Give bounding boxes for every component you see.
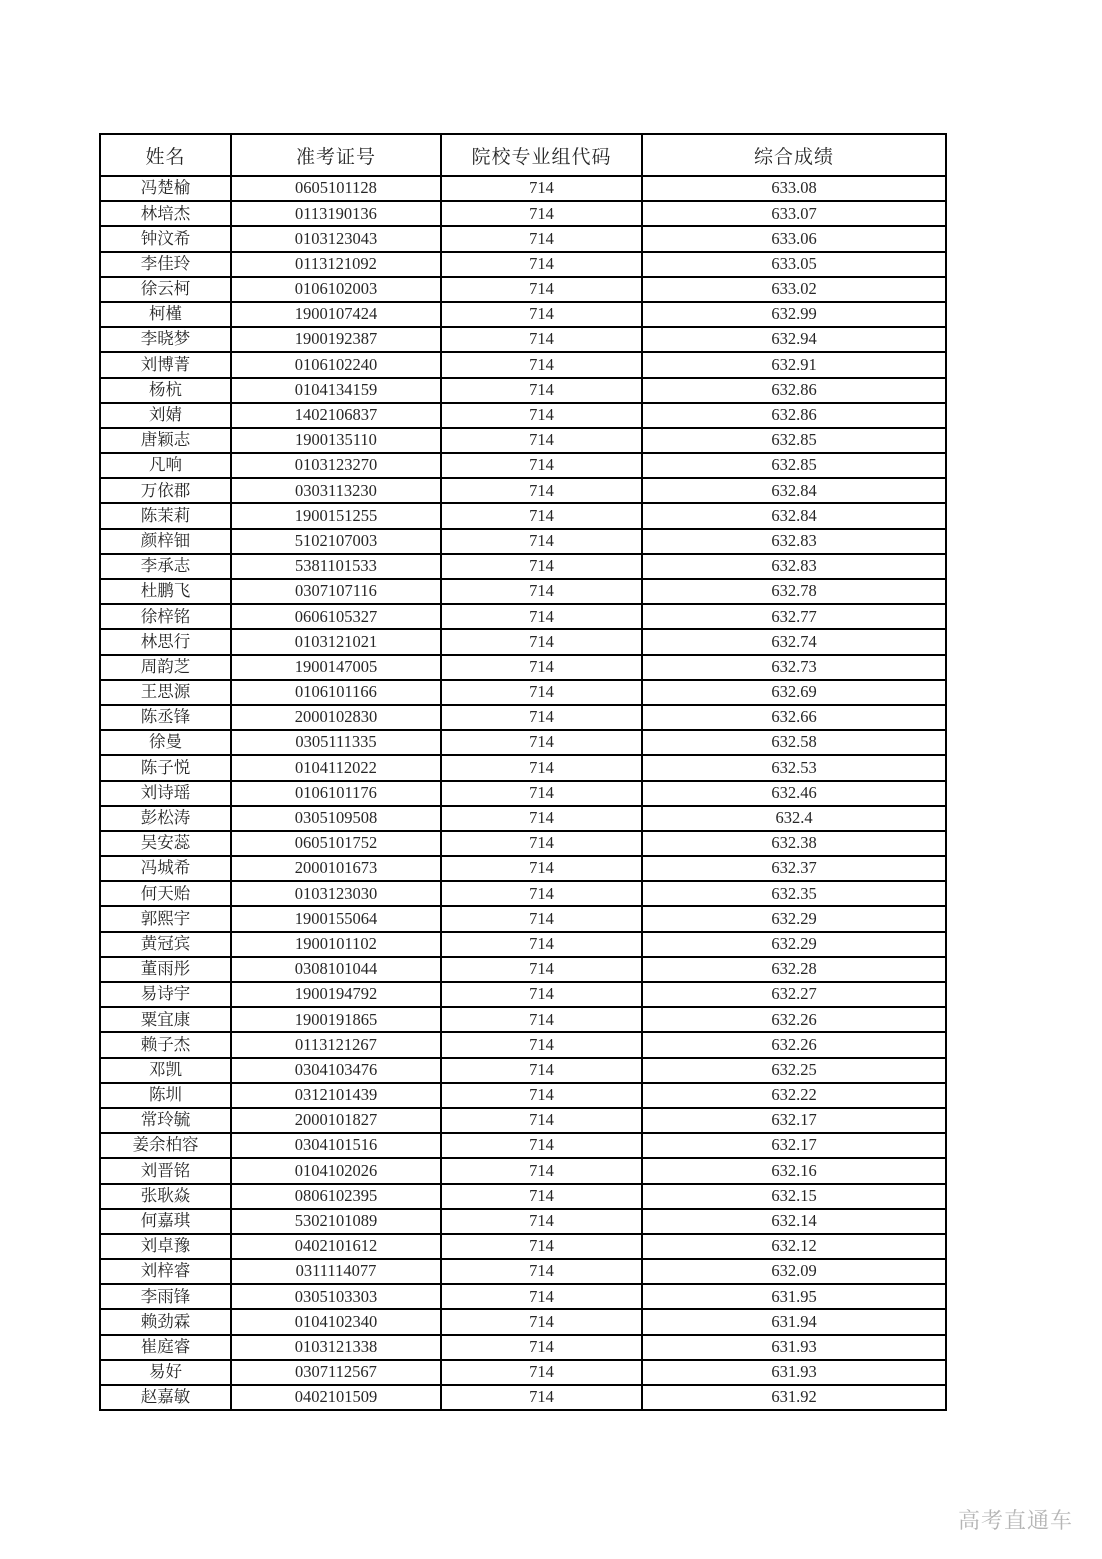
name-cell: 彭松涛 xyxy=(100,806,231,831)
name-cell: 陈茉莉 xyxy=(100,503,231,528)
name-cell: 冯城希 xyxy=(100,856,231,881)
name-cell: 徐梓铭 xyxy=(100,604,231,629)
group-code-cell: 714 xyxy=(441,781,642,806)
name-cell: 邓凯 xyxy=(100,1058,231,1083)
exam-id-cell: 0311114077 xyxy=(231,1259,441,1284)
name-cell: 颜梓钿 xyxy=(100,529,231,554)
score-cell: 633.05 xyxy=(642,252,946,277)
score-cell: 632.83 xyxy=(642,529,946,554)
table-row xyxy=(100,1385,946,1410)
exam-id-cell: 5102107003 xyxy=(231,529,441,554)
exam-id-cell: 0305111335 xyxy=(231,730,441,755)
score-cell: 631.93 xyxy=(642,1360,946,1385)
exam-id-cell: 1900155064 xyxy=(231,906,441,931)
exam-id-cell: 0303113230 xyxy=(231,478,441,503)
table-row xyxy=(100,806,946,831)
name-cell: 何嘉琪 xyxy=(100,1209,231,1234)
name-cell: 何天贻 xyxy=(100,881,231,906)
name-cell: 易诗宇 xyxy=(100,982,231,1007)
name-cell: 杨杭 xyxy=(100,378,231,403)
table-row xyxy=(100,1184,946,1209)
group-code-cell: 714 xyxy=(441,201,642,226)
group-code-cell: 714 xyxy=(441,252,642,277)
score-cell: 632.91 xyxy=(642,352,946,377)
score-cell: 632.85 xyxy=(642,453,946,478)
score-cell: 632.14 xyxy=(642,1209,946,1234)
exam-id-cell: 0312101439 xyxy=(231,1083,441,1108)
name-cell: 林培杰 xyxy=(100,201,231,226)
name-cell: 赖劲霖 xyxy=(100,1309,231,1334)
group-code-cell: 714 xyxy=(441,1133,642,1158)
group-code-cell: 714 xyxy=(441,1108,642,1133)
exam-id-cell: 5381101533 xyxy=(231,554,441,579)
exam-id-cell: 0103121021 xyxy=(231,629,441,654)
exam-id-cell: 0103121338 xyxy=(231,1335,441,1360)
group-code-cell: 714 xyxy=(441,1259,642,1284)
score-cell: 632.26 xyxy=(642,1007,946,1032)
score-cell: 632.94 xyxy=(642,327,946,352)
score-cell: 632.84 xyxy=(642,503,946,528)
table-row xyxy=(100,1058,946,1083)
exam-id-cell: 0605101752 xyxy=(231,831,441,856)
name-cell: 常玲毓 xyxy=(100,1108,231,1133)
group-code-cell: 714 xyxy=(441,957,642,982)
table-row xyxy=(100,554,946,579)
group-code-cell: 714 xyxy=(441,856,642,881)
name-cell: 刘婧 xyxy=(100,403,231,428)
table-row xyxy=(100,881,946,906)
score-cell: 632.22 xyxy=(642,1083,946,1108)
score-cell: 632.37 xyxy=(642,856,946,881)
name-cell: 李雨锋 xyxy=(100,1284,231,1309)
group-code-cell: 714 xyxy=(441,604,642,629)
table-row xyxy=(100,1360,946,1385)
exam-id-cell: 0113190136 xyxy=(231,201,441,226)
exam-id-cell: 0104102340 xyxy=(231,1309,441,1334)
name-cell: 李承志 xyxy=(100,554,231,579)
group-code-cell: 714 xyxy=(441,453,642,478)
score-cell: 631.94 xyxy=(642,1309,946,1334)
table-row xyxy=(100,982,946,1007)
group-code-cell: 714 xyxy=(441,277,642,302)
exam-id-cell: 0104112022 xyxy=(231,755,441,780)
table-row xyxy=(100,1032,946,1057)
table-row xyxy=(100,1309,946,1334)
score-cell: 632.28 xyxy=(642,957,946,982)
group-code-cell: 714 xyxy=(441,881,642,906)
name-cell: 凡响 xyxy=(100,453,231,478)
group-code-cell: 714 xyxy=(441,1184,642,1209)
table-row xyxy=(100,1335,946,1360)
table-row xyxy=(100,176,946,201)
name-cell: 陈圳 xyxy=(100,1083,231,1108)
column-header-score: 综合成绩 xyxy=(642,134,946,176)
group-code-cell: 714 xyxy=(441,1385,642,1410)
exam-id-cell: 0304101516 xyxy=(231,1133,441,1158)
group-code-cell: 714 xyxy=(441,806,642,831)
table-row xyxy=(100,1234,946,1259)
score-cell: 632.66 xyxy=(642,705,946,730)
table-row xyxy=(100,781,946,806)
group-code-cell: 714 xyxy=(441,1007,642,1032)
group-code-cell: 714 xyxy=(441,906,642,931)
table-row xyxy=(100,478,946,503)
score-cell: 631.92 xyxy=(642,1385,946,1410)
score-cell: 632.27 xyxy=(642,982,946,1007)
group-code-cell: 714 xyxy=(441,428,642,453)
table-row xyxy=(100,1259,946,1284)
score-cell: 632.85 xyxy=(642,428,946,453)
group-code-cell: 714 xyxy=(441,403,642,428)
name-cell: 易好 xyxy=(100,1360,231,1385)
group-code-cell: 714 xyxy=(441,932,642,957)
score-cell: 633.06 xyxy=(642,226,946,251)
table-row xyxy=(100,1133,946,1158)
exam-id-cell: 1900101102 xyxy=(231,932,441,957)
name-cell: 刘晋铭 xyxy=(100,1158,231,1183)
group-code-cell: 714 xyxy=(441,1360,642,1385)
table-row xyxy=(100,1108,946,1133)
name-cell: 万依郡 xyxy=(100,478,231,503)
score-cell: 631.93 xyxy=(642,1335,946,1360)
table-row xyxy=(100,856,946,881)
table-row xyxy=(100,655,946,680)
score-cell: 632.25 xyxy=(642,1058,946,1083)
table-row xyxy=(100,302,946,327)
table-row xyxy=(100,755,946,780)
exam-id-cell: 0103123030 xyxy=(231,881,441,906)
exam-id-cell: 1900135110 xyxy=(231,428,441,453)
score-table-header xyxy=(100,134,946,176)
group-code-cell: 714 xyxy=(441,680,642,705)
exam-id-cell: 1402106837 xyxy=(231,403,441,428)
table-row xyxy=(100,378,946,403)
exam-id-cell: 0605101128 xyxy=(231,176,441,201)
group-code-cell: 714 xyxy=(441,478,642,503)
name-cell: 陈丞锋 xyxy=(100,705,231,730)
exam-id-cell: 0103123270 xyxy=(231,453,441,478)
name-cell: 李佳玲 xyxy=(100,252,231,277)
exam-id-cell: 0106102003 xyxy=(231,277,441,302)
exam-id-cell: 0307112567 xyxy=(231,1360,441,1385)
table-row xyxy=(100,1083,946,1108)
name-cell: 刘诗瑶 xyxy=(100,781,231,806)
score-cell: 632.12 xyxy=(642,1234,946,1259)
table-row xyxy=(100,957,946,982)
score-cell: 632.74 xyxy=(642,629,946,654)
name-cell: 周韵芝 xyxy=(100,655,231,680)
exam-id-cell: 0806102395 xyxy=(231,1184,441,1209)
table-row xyxy=(100,352,946,377)
name-cell: 钟汶希 xyxy=(100,226,231,251)
table-row xyxy=(100,327,946,352)
exam-id-cell: 0104134159 xyxy=(231,378,441,403)
watermark: 高考直通车 xyxy=(958,1508,1074,1533)
exam-id-cell: 0106101176 xyxy=(231,781,441,806)
group-code-cell: 714 xyxy=(441,1032,642,1057)
score-cell: 632.26 xyxy=(642,1032,946,1057)
name-cell: 杜鹏飞 xyxy=(100,579,231,604)
table-row xyxy=(100,1209,946,1234)
group-code-cell: 714 xyxy=(441,1335,642,1360)
exam-id-cell: 2000101827 xyxy=(231,1108,441,1133)
table-row xyxy=(100,226,946,251)
group-code-cell: 714 xyxy=(441,302,642,327)
group-code-cell: 714 xyxy=(441,554,642,579)
name-cell: 李晓梦 xyxy=(100,327,231,352)
table-row xyxy=(100,529,946,554)
exam-id-cell: 0307107116 xyxy=(231,579,441,604)
name-cell: 赖子杰 xyxy=(100,1032,231,1057)
exam-id-cell: 0305103303 xyxy=(231,1284,441,1309)
name-cell: 冯楚榆 xyxy=(100,176,231,201)
score-cell: 632.86 xyxy=(642,403,946,428)
score-table-body xyxy=(100,176,946,1410)
score-cell: 632.17 xyxy=(642,1108,946,1133)
score-cell: 632.38 xyxy=(642,831,946,856)
score-cell: 632.73 xyxy=(642,655,946,680)
exam-id-cell: 0106102240 xyxy=(231,352,441,377)
name-cell: 姜余柏容 xyxy=(100,1133,231,1158)
group-code-cell: 714 xyxy=(441,755,642,780)
table-row xyxy=(100,503,946,528)
table-row xyxy=(100,730,946,755)
exam-id-cell: 2000102830 xyxy=(231,705,441,730)
name-cell: 柯槿 xyxy=(100,302,231,327)
name-cell: 陈子悦 xyxy=(100,755,231,780)
exam-id-cell: 1900151255 xyxy=(231,503,441,528)
score-cell: 631.95 xyxy=(642,1284,946,1309)
table-row xyxy=(100,932,946,957)
name-cell: 徐云柯 xyxy=(100,277,231,302)
group-code-cell: 714 xyxy=(441,352,642,377)
name-cell: 张耿焱 xyxy=(100,1184,231,1209)
score-cell: 632.86 xyxy=(642,378,946,403)
exam-id-cell: 5302101089 xyxy=(231,1209,441,1234)
table-row xyxy=(100,453,946,478)
group-code-cell: 714 xyxy=(441,1058,642,1083)
group-code-cell: 714 xyxy=(441,503,642,528)
table-row xyxy=(100,705,946,730)
name-cell: 徐曼 xyxy=(100,730,231,755)
score-table xyxy=(99,133,947,1411)
score-cell: 632.69 xyxy=(642,680,946,705)
name-cell: 刘博菁 xyxy=(100,352,231,377)
name-cell: 王思源 xyxy=(100,680,231,705)
group-code-cell: 714 xyxy=(441,1234,642,1259)
group-code-cell: 714 xyxy=(441,529,642,554)
exam-id-cell: 0113121092 xyxy=(231,252,441,277)
group-code-cell: 714 xyxy=(441,1083,642,1108)
group-code-cell: 714 xyxy=(441,730,642,755)
name-cell: 吴安蕊 xyxy=(100,831,231,856)
exam-id-cell: 0304103476 xyxy=(231,1058,441,1083)
exam-id-cell: 0103123043 xyxy=(231,226,441,251)
exam-id-cell: 2000101673 xyxy=(231,856,441,881)
name-cell: 粟宜康 xyxy=(100,1007,231,1032)
exam-id-cell: 1900107424 xyxy=(231,302,441,327)
exam-id-cell: 0606105327 xyxy=(231,604,441,629)
name-cell: 唐颖志 xyxy=(100,428,231,453)
table-row xyxy=(100,1284,946,1309)
table-row xyxy=(100,629,946,654)
score-cell: 632.29 xyxy=(642,906,946,931)
table-row xyxy=(100,403,946,428)
header-row xyxy=(100,134,946,176)
exam-id-cell: 0113121267 xyxy=(231,1032,441,1057)
exam-id-cell: 1900192387 xyxy=(231,327,441,352)
group-code-cell: 714 xyxy=(441,831,642,856)
score-cell: 632.15 xyxy=(642,1184,946,1209)
group-code-cell: 714 xyxy=(441,655,642,680)
score-cell: 632.58 xyxy=(642,730,946,755)
group-code-cell: 714 xyxy=(441,327,642,352)
table-row xyxy=(100,906,946,931)
exam-id-cell: 1900194792 xyxy=(231,982,441,1007)
group-code-cell: 714 xyxy=(441,1209,642,1234)
score-cell: 632.78 xyxy=(642,579,946,604)
exam-id-cell: 1900191865 xyxy=(231,1007,441,1032)
table-row xyxy=(100,604,946,629)
score-cell: 632.09 xyxy=(642,1259,946,1284)
table-row xyxy=(100,277,946,302)
score-cell: 632.16 xyxy=(642,1158,946,1183)
name-cell: 黄冠宾 xyxy=(100,932,231,957)
group-code-cell: 714 xyxy=(441,629,642,654)
score-cell: 632.29 xyxy=(642,932,946,957)
score-cell: 633.08 xyxy=(642,176,946,201)
group-code-cell: 714 xyxy=(441,982,642,1007)
exam-id-cell: 0106101166 xyxy=(231,680,441,705)
name-cell: 崔庭睿 xyxy=(100,1335,231,1360)
name-cell: 郭熙宇 xyxy=(100,906,231,931)
score-cell: 632.4 xyxy=(642,806,946,831)
exam-id-cell: 0402101509 xyxy=(231,1385,441,1410)
table-row xyxy=(100,1007,946,1032)
table-row xyxy=(100,252,946,277)
table-row xyxy=(100,201,946,226)
table-row xyxy=(100,831,946,856)
group-code-cell: 714 xyxy=(441,176,642,201)
exam-id-cell: 1900147005 xyxy=(231,655,441,680)
exam-id-cell: 0305109508 xyxy=(231,806,441,831)
group-code-cell: 714 xyxy=(441,1284,642,1309)
exam-id-cell: 0402101612 xyxy=(231,1234,441,1259)
name-cell: 董雨彤 xyxy=(100,957,231,982)
name-cell: 刘卓豫 xyxy=(100,1234,231,1259)
name-cell: 林思行 xyxy=(100,629,231,654)
score-cell: 632.84 xyxy=(642,478,946,503)
score-cell: 632.99 xyxy=(642,302,946,327)
table-row xyxy=(100,428,946,453)
exam-id-cell: 0308101044 xyxy=(231,957,441,982)
group-code-cell: 714 xyxy=(441,1309,642,1334)
score-cell: 633.07 xyxy=(642,201,946,226)
group-code-cell: 714 xyxy=(441,378,642,403)
score-cell: 632.17 xyxy=(642,1133,946,1158)
table-row xyxy=(100,680,946,705)
score-cell: 632.77 xyxy=(642,604,946,629)
score-cell: 632.46 xyxy=(642,781,946,806)
column-header-group-code: 院校专业组代码 xyxy=(441,134,642,176)
table-row xyxy=(100,579,946,604)
score-cell: 633.02 xyxy=(642,277,946,302)
column-header-name: 姓名 xyxy=(100,134,231,176)
group-code-cell: 714 xyxy=(441,579,642,604)
group-code-cell: 714 xyxy=(441,226,642,251)
table-row xyxy=(100,1158,946,1183)
name-cell: 赵嘉敏 xyxy=(100,1385,231,1410)
column-header-exam-id: 准考证号 xyxy=(231,134,441,176)
group-code-cell: 714 xyxy=(441,705,642,730)
exam-id-cell: 0104102026 xyxy=(231,1158,441,1183)
group-code-cell: 714 xyxy=(441,1158,642,1183)
score-cell: 632.35 xyxy=(642,881,946,906)
score-cell: 632.53 xyxy=(642,755,946,780)
name-cell: 刘梓睿 xyxy=(100,1259,231,1284)
score-cell: 632.83 xyxy=(642,554,946,579)
